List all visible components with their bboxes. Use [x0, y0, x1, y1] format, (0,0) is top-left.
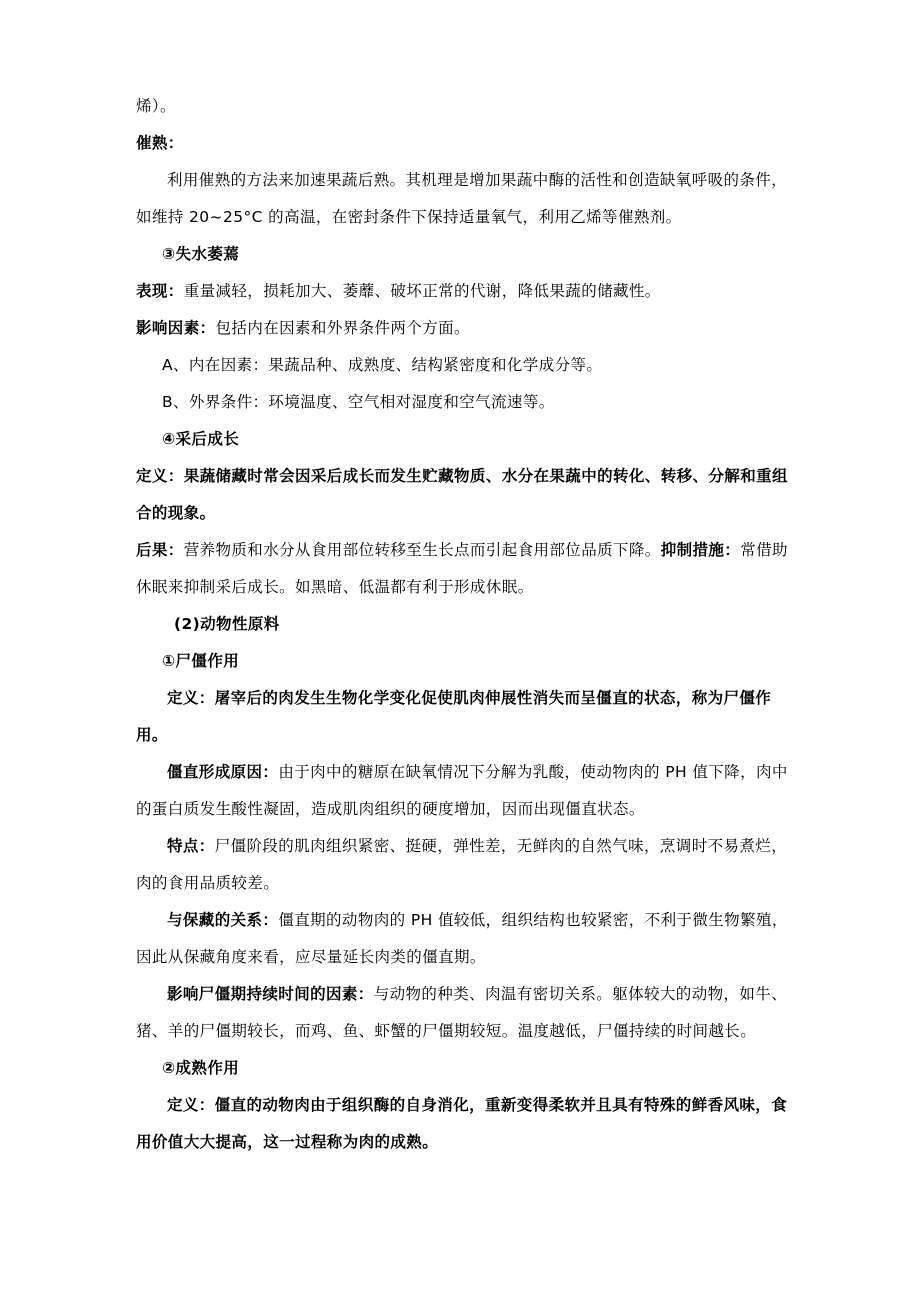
heading-text: ③失水萎蔫	[162, 245, 240, 263]
paragraph-influencing-factors	[136, 310, 796, 347]
text-run: 尸僵阶段的肌肉组织紧密、挺硬，弹性差，无鲜肉的自然气味，烹调时不易煮烂，肉的食用品质较差。	[136, 837, 788, 892]
text-run: 定义：果蔬储藏时常会因采后成长而发生贮藏物质、水分在果蔬中的转化、转移、分解和重组合的现象。	[136, 467, 788, 522]
heading-rigor-mortis	[136, 643, 796, 680]
paragraph-rigor-preservation	[136, 902, 796, 976]
paragraph-rigor-cause	[136, 754, 796, 828]
label-run: 特点：	[167, 837, 215, 855]
text-run: 定义：僵直的动物肉由于组织酶的自身消化，重新变得柔软并且具有特殊的鲜香风味，食用价值大大提高，这一过程称为肉的成熟。	[136, 1096, 788, 1151]
paragraph-internal-factors	[136, 347, 796, 384]
text-run: 定义：屠宰后的肉发生生物化学变化促使肌肉伸展性消失而呈僵直的状态，称为尸僵作用。	[136, 689, 772, 744]
label-run: 影响因素：	[136, 319, 216, 337]
heading-text: ④采后成长	[162, 430, 240, 448]
text-run: 僵直期的动物肉的 PH 值较低，组织结构也较紧密，不利于微生物繁殖，因此从保藏角度来看，应尽量延长肉类的僵直期。	[136, 911, 788, 966]
paragraph-wilting-symptoms	[136, 273, 796, 310]
paragraph-growth-consequence	[136, 532, 796, 606]
heading-text: 催熟：	[136, 134, 184, 152]
paragraph-growth-definition	[136, 458, 796, 532]
label-run: 表现：	[136, 282, 184, 300]
label-run: 僵直形成原因：	[167, 763, 279, 781]
text-run: 利用催熟的方法来加速果蔬后熟。其机理是增加果蔬中酶的活性和创造缺氧呼吸的条件，如维持 20~25°C 的高温，在密封条件下保持适量氧气，利用乙烯等催熟剂。	[136, 171, 788, 226]
text-run: B、外界条件：环境温度、空气相对湿度和空气流速等。	[162, 393, 555, 411]
paragraph-rigor-definition	[136, 680, 796, 754]
text-run: 包括内在因素和外界条件两个方面。	[215, 319, 470, 337]
text-run: 烯）。	[136, 97, 176, 115]
heading-text: ②成熟作用	[162, 1059, 240, 1077]
label-run: 抑制措施：	[660, 541, 741, 559]
heading-post-harvest-growth	[136, 421, 796, 458]
document-page	[136, 88, 796, 1161]
text-run: 常借助休眠来抑制采后成长。如黑暗、低温都有利于形成休眠。	[136, 541, 788, 596]
heading-maturation	[136, 1050, 796, 1087]
heading-text: ①尸僵作用	[162, 652, 240, 670]
text-run: 重量减轻，损耗加大、萎蘼、破坏正常的代谢，降低果蔬的储藏性。	[183, 282, 661, 300]
heading-wilting	[136, 236, 796, 273]
heading-animal-materials	[136, 606, 796, 643]
paragraph-rigor-duration	[136, 976, 796, 1050]
text-run: 由于肉中的糖原在缺氧情况下分解为乳酸，使动物肉的 PH 值下降，肉中的蛋白质发生酸性凝固，造成肌肉组织的硬度增加，因而出现僵直状态。	[136, 763, 788, 818]
text-run: A、内在因素：果蔬品种、成熟度、结构紧密度和化学成分等。	[162, 356, 603, 374]
paragraph-external-conditions	[136, 384, 796, 421]
text-run: 与动物的种类、肉温有密切关系。躯体较大的动物，如牛、猪、羊的尸僵期较长，而鸡、鱼、虾蟹的尸僵期较短。温度越低，尸僵持续的时间越长。	[136, 985, 788, 1040]
paragraph-continuation	[136, 88, 796, 125]
paragraph-rigor-features	[136, 828, 796, 902]
paragraph-maturation-definition	[136, 1087, 796, 1161]
label-run: 与保藏的关系：	[167, 911, 279, 929]
heading-text: (2)动物性原料	[174, 615, 280, 633]
paragraph-ripening-method	[136, 162, 796, 236]
label-run: 影响尸僵期持续时间的因素：	[167, 985, 374, 1003]
text-run: 营养物质和水分从食用部位转移至生长点而引起食用部位品质下降。	[183, 541, 661, 559]
heading-ripening	[136, 125, 796, 162]
label-run: 后果：	[136, 541, 184, 559]
